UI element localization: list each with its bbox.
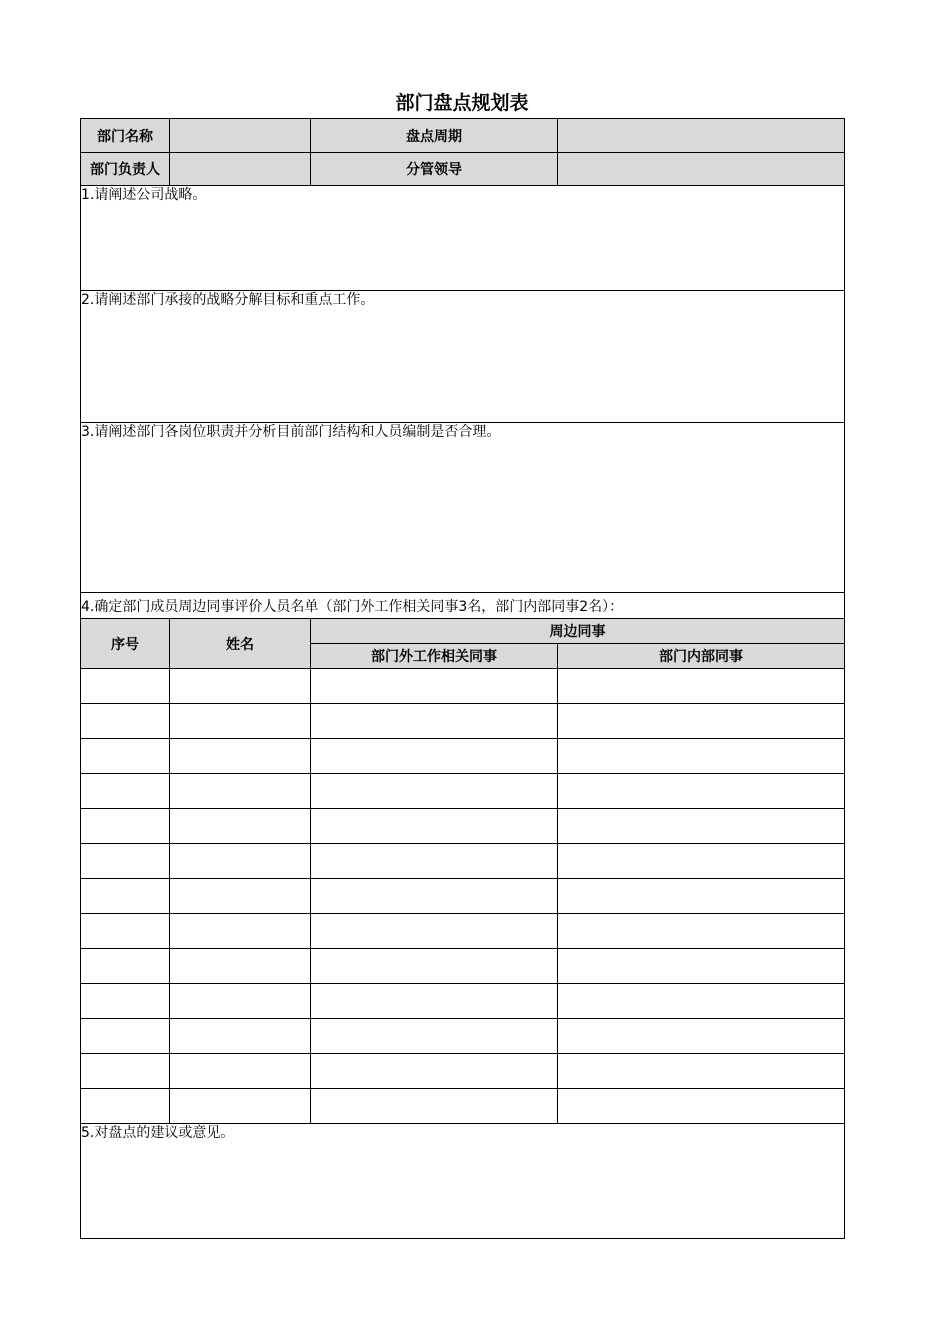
external-peer-cell[interactable] [311, 1054, 558, 1089]
external-peer-cell[interactable] [311, 809, 558, 844]
seq-cell[interactable] [81, 844, 170, 879]
name-cell[interactable] [170, 739, 311, 774]
external-peer-cell[interactable] [311, 739, 558, 774]
internal-peer-cell[interactable] [558, 774, 845, 809]
internal-peer-cell[interactable] [558, 1054, 845, 1089]
name-cell[interactable] [170, 669, 311, 704]
table-row [81, 1089, 845, 1124]
external-peer-cell[interactable] [311, 984, 558, 1019]
external-peer-cell[interactable] [311, 669, 558, 704]
internal-peer-cell[interactable] [558, 914, 845, 949]
name-cell[interactable] [170, 1089, 311, 1124]
seq-cell[interactable] [81, 669, 170, 704]
table-row [81, 879, 845, 914]
internal-peer-cell[interactable] [558, 984, 845, 1019]
leader-label: 分管领导 [311, 153, 558, 186]
internal-peer-cell[interactable] [558, 739, 845, 774]
table-row [81, 1019, 845, 1054]
external-peer-cell[interactable] [311, 1089, 558, 1124]
internal-peer-cell[interactable] [558, 844, 845, 879]
question-3-cell[interactable] [81, 423, 845, 593]
question-4-cell [81, 593, 845, 619]
internal-peer-cell[interactable] [558, 1019, 845, 1054]
name-cell[interactable] [170, 844, 311, 879]
question-2-text: 2.请阐述部门承接的战略分解目标和重点工作。 [81, 292, 375, 308]
dept-name-label: 部门名称 [81, 119, 170, 153]
table-row [81, 739, 845, 774]
dept-head-label: 部门负责人 [81, 153, 170, 186]
table-row [81, 844, 845, 879]
external-peer-cell[interactable] [311, 949, 558, 984]
table-row [81, 984, 845, 1019]
external-peer-cell[interactable] [311, 774, 558, 809]
dept-name-field[interactable] [170, 119, 311, 153]
col-group-header: 周边同事 [311, 619, 845, 644]
internal-peer-cell[interactable] [558, 949, 845, 984]
seq-cell[interactable] [81, 704, 170, 739]
leader-field[interactable] [558, 153, 845, 186]
question-5-text: 5.对盘点的建议或意见。 [81, 1125, 235, 1141]
seq-cell[interactable] [81, 1054, 170, 1089]
table-row [81, 774, 845, 809]
seq-cell[interactable] [81, 774, 170, 809]
cycle-label: 盘点周期 [311, 119, 558, 153]
table-row [81, 914, 845, 949]
name-cell[interactable] [170, 984, 311, 1019]
page-title: 部门盘点规划表 [395, 92, 529, 114]
table-row [81, 1054, 845, 1089]
internal-peer-cell[interactable] [558, 704, 845, 739]
internal-peer-cell[interactable] [558, 669, 845, 704]
internal-peer-cell[interactable] [558, 1089, 845, 1124]
seq-cell[interactable] [81, 879, 170, 914]
external-peer-cell[interactable] [311, 844, 558, 879]
internal-peer-cell[interactable] [558, 809, 845, 844]
question-4-text: 4.确定部门成员周边同事评价人员名单（部门外工作相关同事3名，部门内部同事2名）： [81, 598, 624, 615]
col-seq-header: 序号 [81, 619, 170, 669]
seq-cell[interactable] [81, 809, 170, 844]
external-peer-cell[interactable] [311, 1019, 558, 1054]
table-row [81, 949, 845, 984]
seq-cell[interactable] [81, 739, 170, 774]
seq-cell[interactable] [81, 1089, 170, 1124]
question-2-cell[interactable] [81, 291, 845, 423]
dept-head-field[interactable] [170, 153, 311, 186]
col-external-header: 部门外工作相关同事 [311, 644, 558, 669]
question-1-text: 1.请阐述公司战略。 [81, 187, 207, 203]
question-1-cell[interactable] [81, 186, 845, 291]
name-cell[interactable] [170, 949, 311, 984]
col-internal-header: 部门内部同事 [558, 644, 845, 669]
table-row [81, 704, 845, 739]
cycle-field[interactable] [558, 119, 845, 153]
question-3-text: 3.请阐述部门各岗位职责并分析目前部门结构和人员编制是否合理。 [81, 424, 501, 440]
question-5-cell[interactable] [81, 1124, 845, 1239]
seq-cell[interactable] [81, 984, 170, 1019]
seq-cell[interactable] [81, 1019, 170, 1054]
col-name-header: 姓名 [170, 619, 311, 669]
external-peer-cell[interactable] [311, 879, 558, 914]
internal-peer-cell[interactable] [558, 879, 845, 914]
name-cell[interactable] [170, 704, 311, 739]
seq-cell[interactable] [81, 914, 170, 949]
name-cell[interactable] [170, 914, 311, 949]
seq-cell[interactable] [81, 949, 170, 984]
table-row [81, 809, 845, 844]
name-cell[interactable] [170, 1054, 311, 1089]
name-cell[interactable] [170, 1019, 311, 1054]
name-cell[interactable] [170, 879, 311, 914]
planning-form [80, 118, 845, 1239]
name-cell[interactable] [170, 774, 311, 809]
external-peer-cell[interactable] [311, 914, 558, 949]
name-cell[interactable] [170, 809, 311, 844]
external-peer-cell[interactable] [311, 704, 558, 739]
table-row [81, 669, 845, 704]
